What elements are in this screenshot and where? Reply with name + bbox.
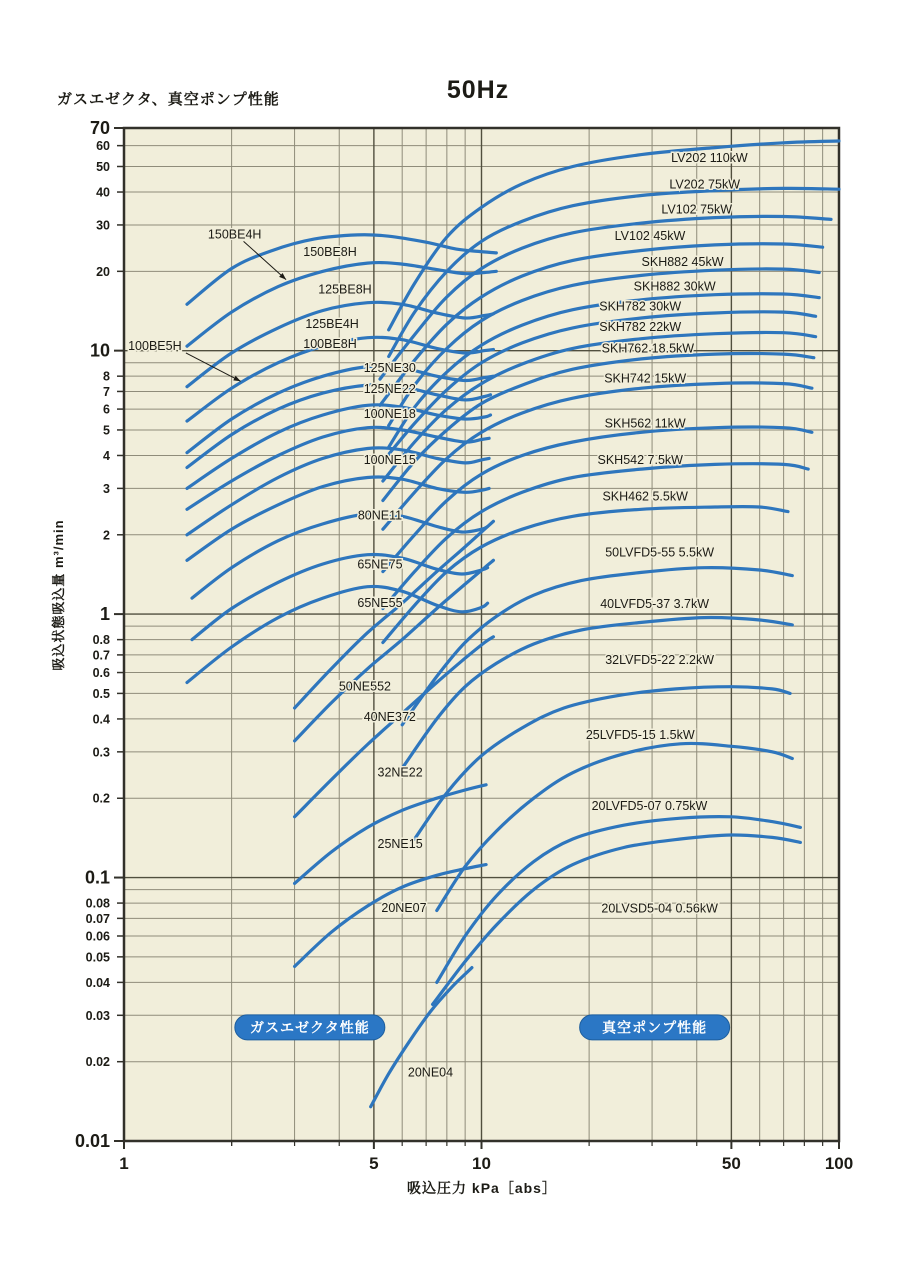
curve-label: 40LVFD5-37 3.7kW xyxy=(600,597,710,612)
curve-label: SKH742 15kW xyxy=(604,371,687,386)
y-tick-label: 3 xyxy=(103,481,110,496)
x-tick-label: 100 xyxy=(824,1154,854,1173)
curve-label: LV102 45kW xyxy=(614,229,686,244)
y-tick-label: 0.3 xyxy=(92,745,110,760)
y-tick-label: 2 xyxy=(103,528,110,543)
curve-label: SKH462 5.5kW xyxy=(602,489,688,504)
curve-label: 125BE8H xyxy=(318,282,372,297)
page-title: ガスエゼクタ、真空ポンプ性能 xyxy=(57,91,280,108)
curve-label: 100NE15 xyxy=(363,452,416,467)
y-tick-label: 1 xyxy=(99,604,110,625)
x-tick-label: 10 xyxy=(472,1154,491,1173)
y-axis-title: 吸込状態吸込量 m³/min xyxy=(51,519,66,671)
curve-label: 50LVFD5-55 5.5kW xyxy=(605,545,715,560)
curve-label: SKH782 22kW xyxy=(599,319,682,334)
curve-label: 20NE07 xyxy=(381,901,427,916)
y-tick-label: 7 xyxy=(103,384,110,399)
y-tick-label: 0.5 xyxy=(92,686,110,701)
y-tick-label: 6 xyxy=(103,402,110,417)
y-tick-label: 0.01 xyxy=(74,1131,110,1151)
annotation-label: 100BE5H xyxy=(128,339,182,354)
x-axis-title: 吸込圧力 kPa［abs］ xyxy=(407,1180,557,1196)
y-tick-label: 0.4 xyxy=(92,712,110,727)
annotation-label: 150BE4H xyxy=(207,227,262,242)
curve-label: 100NE18 xyxy=(363,406,416,421)
curve-label: 40NE372 xyxy=(363,709,416,724)
curve-label: SKH762 18.5kW xyxy=(601,341,695,356)
y-tick-label: 0.05 xyxy=(85,950,110,965)
y-tick-label: 0.8 xyxy=(92,633,110,648)
curve-label: 65NE75 xyxy=(357,557,403,572)
y-tick-label: 4 xyxy=(103,448,110,463)
badge-label: 真空ポンプ性能 xyxy=(602,1019,708,1036)
y-tick-label: 30 xyxy=(96,218,110,233)
y-tick-label: 60 xyxy=(96,139,110,154)
curve-label: SKH542 7.5kW xyxy=(597,452,683,467)
curve-label: SKH882 45kW xyxy=(641,255,724,270)
y-tick-label: 0.06 xyxy=(85,929,110,944)
curve-label: 32LVFD5-22 2.2kW xyxy=(605,652,715,667)
x-tick-label: 5 xyxy=(369,1154,379,1173)
curve-label: 32NE22 xyxy=(377,765,423,780)
x-tick-label: 1 xyxy=(119,1154,129,1173)
curve-label: 20LVSD5-04 0.56kW xyxy=(601,901,718,916)
curve-label: SKH782 30kW xyxy=(599,299,682,314)
curve-label: 50NE552 xyxy=(338,679,391,694)
y-tick-label: 0.03 xyxy=(85,1008,110,1023)
curve-label: 150BE8H xyxy=(303,244,357,259)
y-tick-label: 40 xyxy=(96,185,110,200)
y-tick-label: 70 xyxy=(89,118,110,138)
curve-label: 65NE55 xyxy=(357,596,403,611)
y-tick-label: 8 xyxy=(103,369,110,384)
y-tick-label: 0.04 xyxy=(85,975,110,990)
curve-label: 125NE30 xyxy=(363,360,416,375)
curve-label: 100BE8H xyxy=(303,336,357,351)
curve-label: 25LVFD5-15 1.5kW xyxy=(585,728,695,743)
y-tick-label: 0.2 xyxy=(92,791,110,806)
y-tick-label: 0.1 xyxy=(84,867,110,888)
curve-label: 125BE4H xyxy=(305,317,359,332)
curve-label: LV202 75kW xyxy=(669,177,741,192)
badge-label: ガスエゼクタ性能 xyxy=(249,1019,370,1036)
y-tick-label: 0.7 xyxy=(92,648,110,663)
curve-label: LV102 75kW xyxy=(661,202,733,217)
x-tick-label: 50 xyxy=(721,1154,741,1173)
y-tick-label: 0.08 xyxy=(85,896,110,911)
y-tick-label: 10 xyxy=(89,340,110,361)
y-tick-label: 5 xyxy=(103,423,110,438)
y-tick-label: 50 xyxy=(96,159,110,174)
curve-label: 20LVFD5-07 0.75kW xyxy=(591,798,708,813)
y-tick-label: 0.02 xyxy=(85,1055,110,1070)
y-tick-label: 0.6 xyxy=(92,666,110,681)
curve-label: LV202 110kW xyxy=(671,150,748,165)
curve-label: SKH882 30kW xyxy=(633,279,716,294)
curve-label: 80NE11 xyxy=(357,508,403,523)
y-tick-label: 0.07 xyxy=(85,911,110,926)
curve-label: 125NE22 xyxy=(363,382,416,397)
y-tick-label: 20 xyxy=(96,264,110,279)
frequency-label: 50Hz xyxy=(446,76,510,104)
curve-label: 25NE15 xyxy=(377,837,423,852)
curve-label: SKH562 11kW xyxy=(604,416,686,431)
curve-label: 20NE04 xyxy=(407,1065,454,1080)
